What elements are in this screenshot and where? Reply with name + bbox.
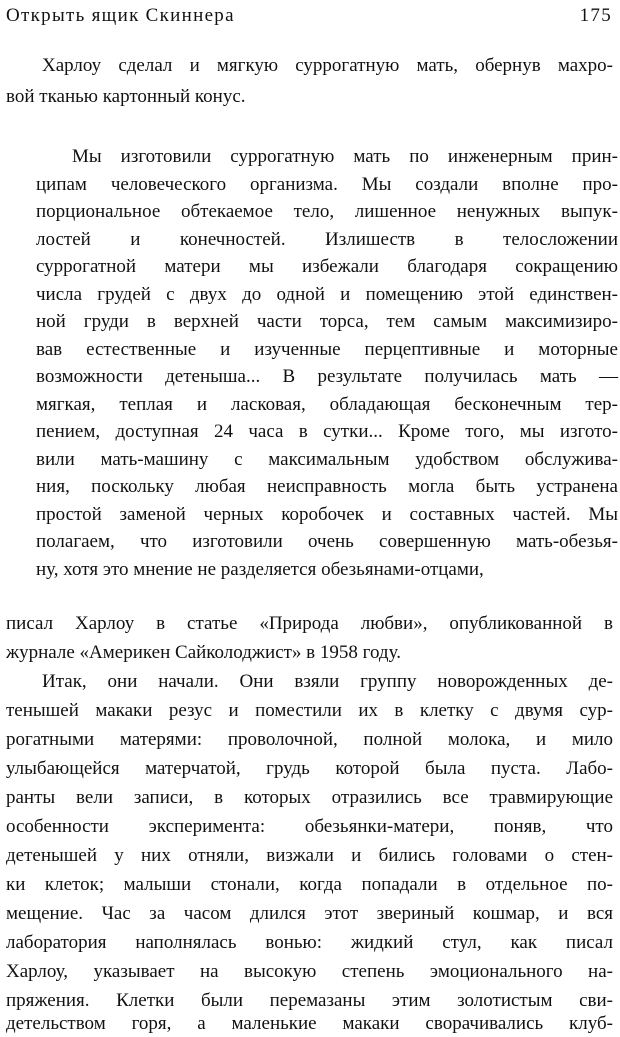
text-line: особенности эксперимента: обезьянки-матери, поняв, что <box>6 816 613 837</box>
quote-line: мягкая, теплая и ласковая, обладающая бесконечным тер- <box>36 394 618 415</box>
quote-line: Мы изготовили суррогатную мать по инженерным прин- <box>72 146 618 167</box>
quote-line: вили мать-машину с максимальным удобством обслужива- <box>36 449 618 470</box>
text-line: улыбающейся матерчатой, грудь которой была пуста. Лабо- <box>6 758 613 779</box>
quote-line: ципам человеческого организма. Мы создали вполне про- <box>36 174 618 195</box>
page-number: 175 <box>579 5 612 26</box>
text-line: ранты вели записи, в которых отразились все травмирующие <box>6 787 613 808</box>
quote-line: лостей и конечностей. Излишеств в телосложении <box>36 229 618 250</box>
quote-line: возможности детеныша... В результате получилась мать — <box>36 366 618 387</box>
text-line: детельством горя, а маленькие макаки сворачивались клуб- <box>6 1013 613 1034</box>
quote-line: пением, доступная 24 часа в сутки... Кроме того, мы изгото- <box>36 421 618 442</box>
text-line: журнале «Америкен Сайколоджист» в 1958 году. <box>6 642 401 663</box>
text-line: Харлоу сделал и мягкую суррогатную мать, обернув махро- <box>42 55 613 76</box>
text-line: писал Харлоу в статье «Природа любви», опубликованной в <box>6 613 613 634</box>
running-title: Открыть ящик Скиннера <box>6 5 235 26</box>
text-line: рогатными матерями: проволочной, полной молока, и мило <box>6 729 613 750</box>
quote-line: ния, поскольку любая неисправность могла быть устранена <box>36 476 618 497</box>
quote-line: ной груди в верхней части торса, тем самым максимизиро- <box>36 311 618 332</box>
text-line: вой тканью картонный конус. <box>6 86 246 107</box>
quote-line: вав естественные и изученные перцептивные и моторные <box>36 339 618 360</box>
text-line: лаборатория наполнялась вонью: жидкий стул, как писал <box>6 932 613 953</box>
quote-line: ну, хотя это мнение не разделяется обезьянами-отцами, <box>36 559 484 580</box>
text-line: мещение. Час за часом длился этот звериный кошмар, и вся <box>6 903 613 924</box>
text-line: Харлоу, указывает на высокую степень эмоционального на- <box>6 961 613 982</box>
text-line: Итак, они начали. Они взяли группу новорожденных де- <box>42 671 613 692</box>
text-line: детенышей у них отняли, визжали и бились головами о стен- <box>6 845 613 866</box>
text-line: пряжения. Клетки были перемазаны этим золотистым сви- <box>6 990 613 1011</box>
quote-line: порциональное обтекаемое тело, лишенное ненужных выпук- <box>36 201 618 222</box>
quote-line: полагаем, что изготовили очень совершенную мать-обезья- <box>36 531 618 552</box>
quote-line: простой заменой черных коробочек и составных частей. Мы <box>36 504 618 525</box>
quote-line: числа грудей с двух до одной и помещению этой единствен- <box>36 284 618 305</box>
page-header <box>6 4 612 28</box>
quote-line: суррогатной матери мы избежали благодаря сокращению <box>36 256 618 277</box>
text-line: ки клеток; малыши стонали, когда попадали в отдельное по- <box>6 874 613 895</box>
text-line: тенышей макаки резус и поместили их в клетку с двумя сур- <box>6 700 613 721</box>
